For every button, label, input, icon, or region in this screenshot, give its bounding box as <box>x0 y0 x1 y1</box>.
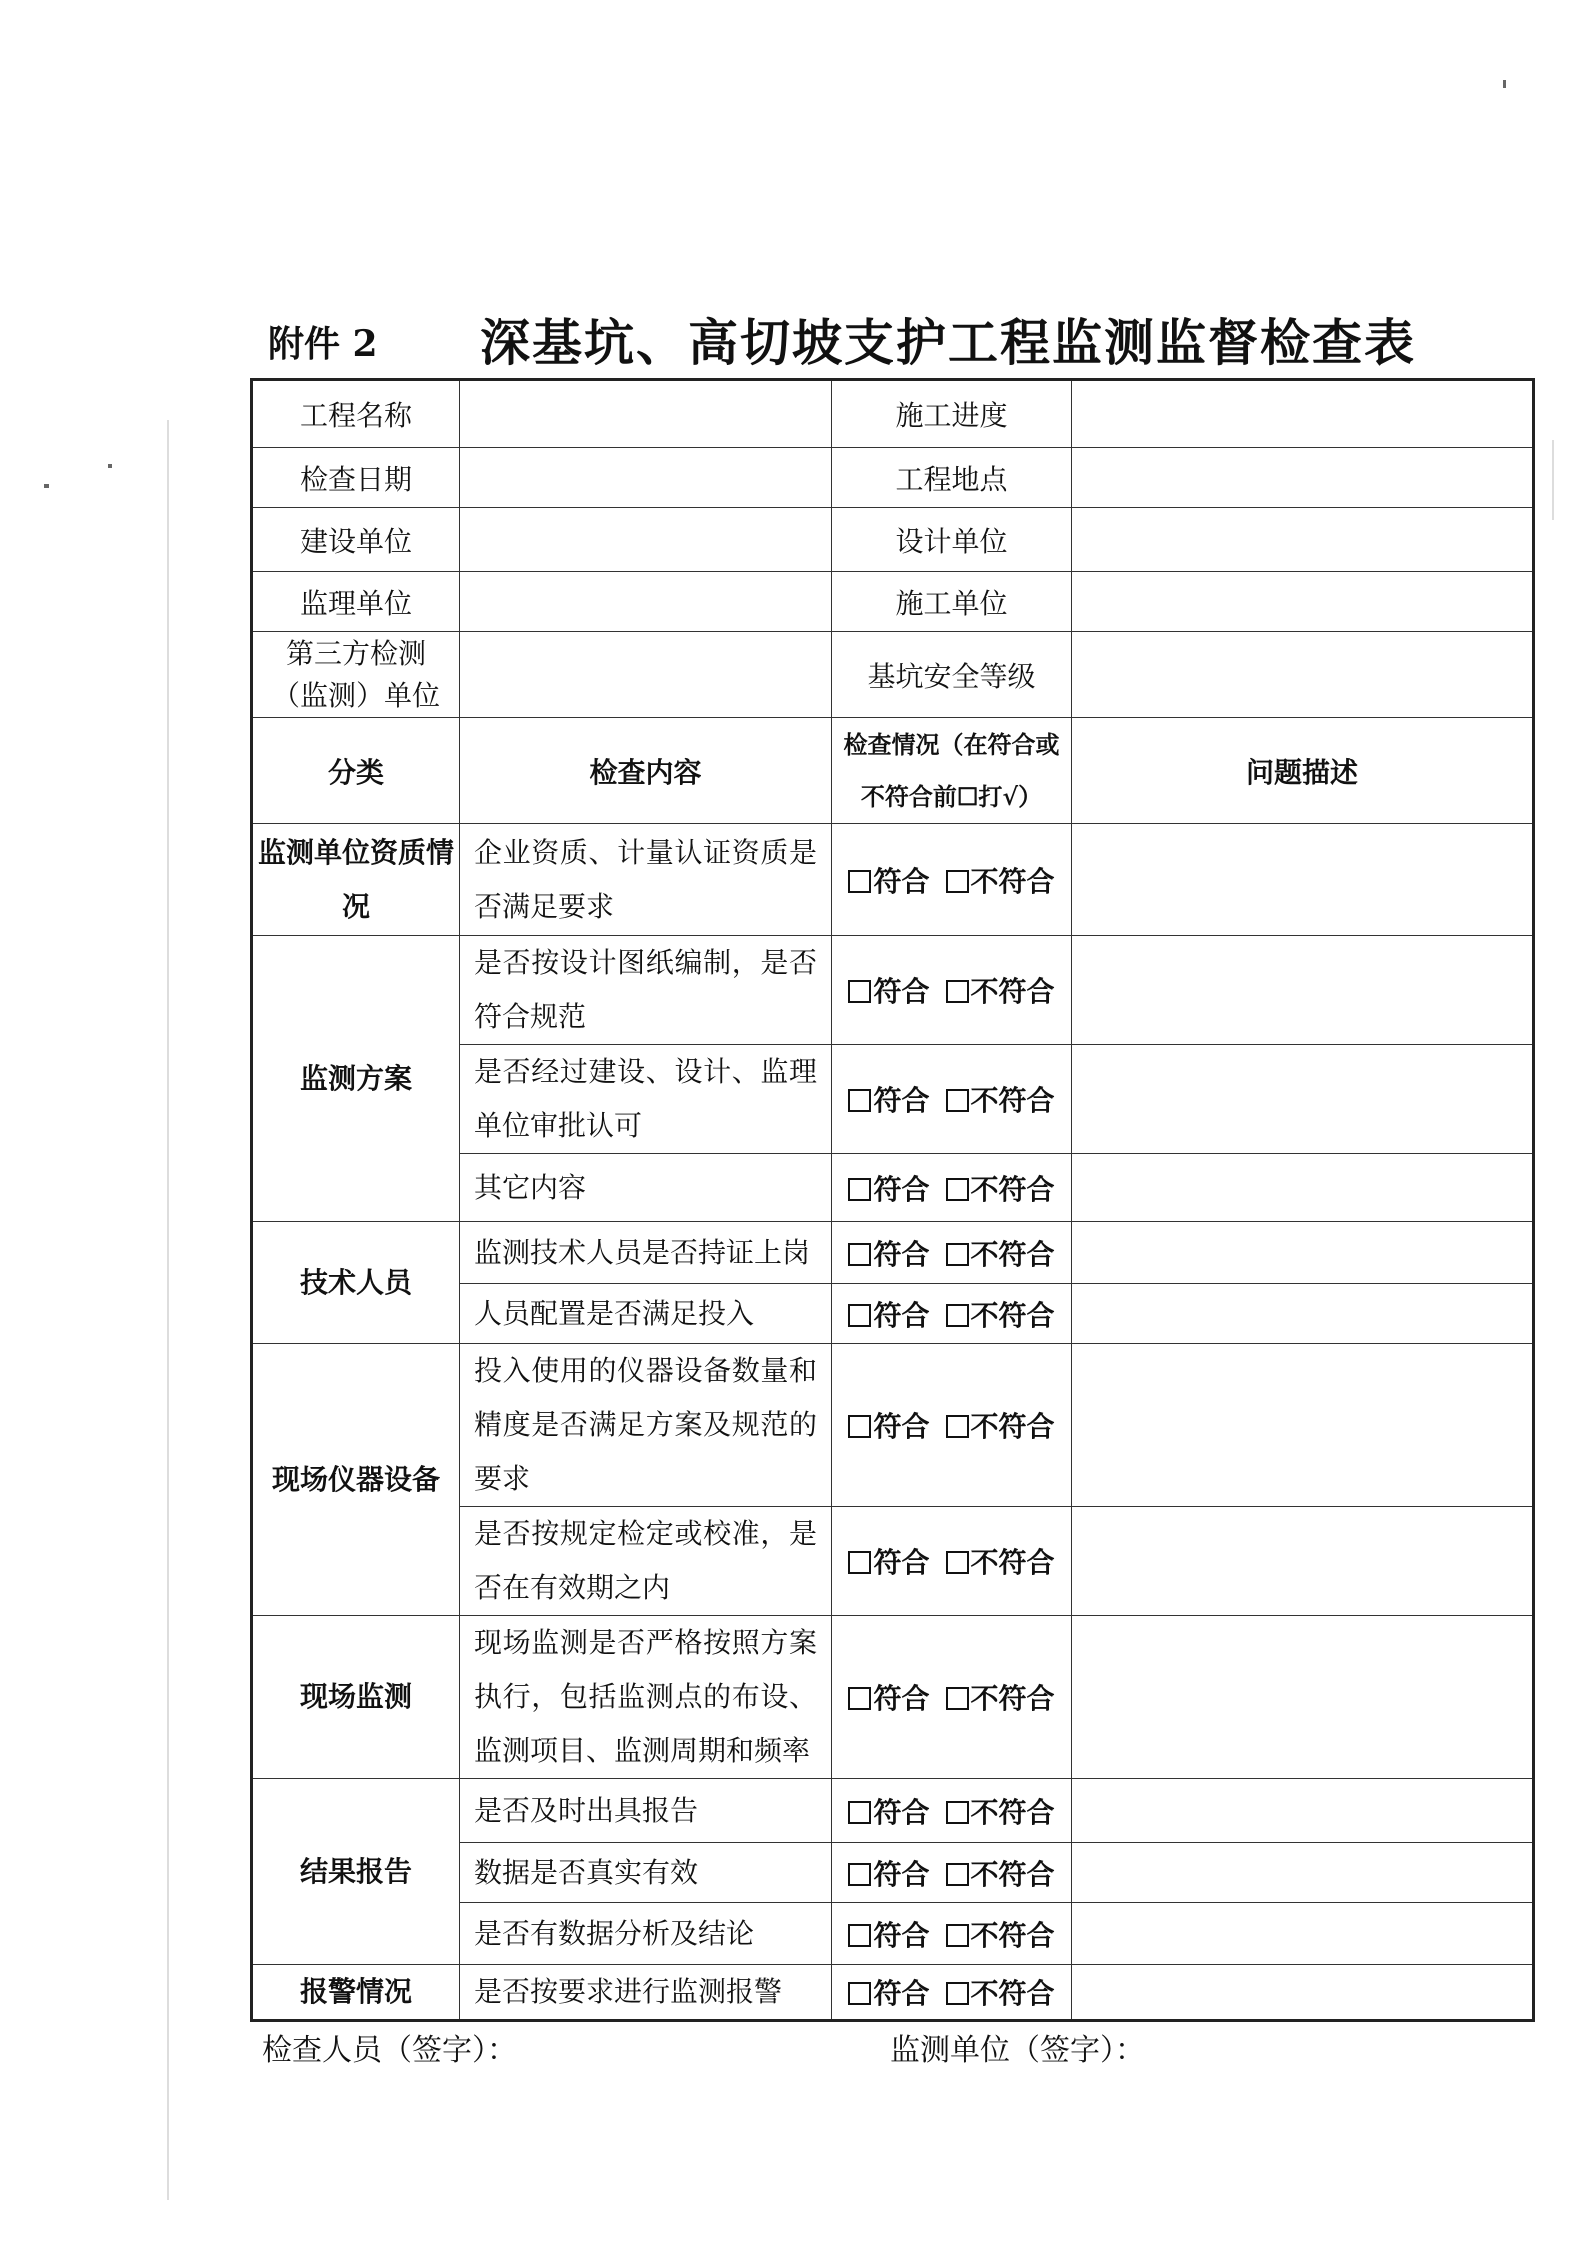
third-party-label-line2: （监测）单位 <box>271 678 440 712</box>
pass-label: 符合 <box>873 1682 930 1715</box>
status-options <box>832 824 1072 936</box>
location-label: 工程地点 <box>832 448 1072 508</box>
constructor-field[interactable] <box>1072 572 1534 632</box>
check-date-field[interactable] <box>460 448 832 508</box>
pit-safety-label: 基坑安全等级 <box>832 632 1072 718</box>
pass-checkbox[interactable] <box>848 1304 871 1327</box>
table-row <box>252 1222 1534 1284</box>
fail-checkbox[interactable] <box>946 1089 969 1112</box>
fail-checkbox[interactable] <box>946 1801 969 1824</box>
pass-checkbox[interactable] <box>848 1178 871 1201</box>
scan-edge-left <box>167 420 169 2200</box>
builder-label: 建设单位 <box>252 508 460 572</box>
problem-field[interactable] <box>1072 1284 1534 1344</box>
fail-checkbox[interactable] <box>946 1687 969 1710</box>
project-name-label: 工程名称 <box>252 380 460 448</box>
info-row <box>252 508 1534 572</box>
fail-checkbox[interactable] <box>946 1178 969 1201</box>
third-party-field[interactable] <box>460 632 832 718</box>
fail-label: 不符合 <box>970 1172 1055 1206</box>
pass-label: 符合 <box>873 1298 930 1332</box>
problem-field[interactable] <box>1072 1222 1534 1284</box>
fail-label: 不符合 <box>970 1857 1055 1891</box>
pass-checkbox[interactable] <box>848 1551 871 1574</box>
pass-checkbox[interactable] <box>848 1801 871 1824</box>
category-cell: 现场监测 <box>252 1616 460 1779</box>
progress-field[interactable] <box>1072 380 1534 448</box>
column-header-row <box>252 718 1534 824</box>
problem-field[interactable] <box>1072 1903 1534 1965</box>
attachment-label: 附件 2 <box>268 323 378 365</box>
project-name-field[interactable] <box>460 380 832 448</box>
category-cell: 结果报告 <box>252 1779 460 1965</box>
check-item: 现场监测是否严格按照方案执行，包括监测点的布设、监测项目、监测周期和频率 <box>460 1616 832 1779</box>
fail-checkbox[interactable] <box>946 1982 969 2005</box>
pass-checkbox[interactable] <box>848 1924 871 1947</box>
pass-checkbox[interactable] <box>848 1863 871 1886</box>
problem-field[interactable] <box>1072 936 1534 1045</box>
info-row <box>252 572 1534 632</box>
status-options <box>832 1154 1072 1222</box>
fail-label: 不符合 <box>970 1977 1055 2010</box>
check-item: 企业资质、计量认证资质是否满足要求 <box>460 824 832 936</box>
fail-checkbox[interactable] <box>946 1551 969 1574</box>
fail-checkbox[interactable] <box>946 1415 969 1438</box>
builder-field[interactable] <box>460 508 832 572</box>
fail-label: 不符合 <box>970 864 1055 898</box>
fail-checkbox[interactable] <box>946 1924 969 1947</box>
check-item: 是否经过建设、设计、监理单位审批认可 <box>460 1045 832 1154</box>
fail-checkbox[interactable] <box>946 1304 969 1327</box>
problem-header: 问题描述 <box>1072 718 1534 824</box>
status-header-line2: 不符合前☐打√） <box>860 781 1043 811</box>
pass-checkbox[interactable] <box>848 1687 871 1710</box>
fail-label: 不符合 <box>970 1918 1055 1952</box>
fail-checkbox[interactable] <box>946 1243 969 1266</box>
pass-label: 符合 <box>873 975 930 1008</box>
status-options <box>832 1965 1072 2021</box>
table-row <box>252 1965 1534 2021</box>
fail-label: 不符合 <box>970 1682 1055 1715</box>
info-row <box>252 380 1534 448</box>
check-item: 投入使用的仪器设备数量和精度是否满足方案及规范的要求 <box>460 1344 832 1507</box>
status-options <box>832 936 1072 1045</box>
table-row <box>252 1779 1534 1843</box>
constructor-label: 施工单位 <box>832 572 1072 632</box>
supervisor-label: 监理单位 <box>252 572 460 632</box>
pass-label: 符合 <box>873 1410 930 1443</box>
category-cell: 技术人员 <box>252 1222 460 1344</box>
fail-label: 不符合 <box>970 1410 1055 1443</box>
info-row <box>252 632 1534 718</box>
check-date-label: 检查日期 <box>252 448 460 508</box>
location-field[interactable] <box>1072 448 1534 508</box>
check-item: 数据是否真实有效 <box>460 1843 832 1903</box>
table-row <box>252 1344 1534 1507</box>
problem-field[interactable] <box>1072 1344 1534 1507</box>
check-item: 人员配置是否满足投入 <box>460 1284 832 1344</box>
fail-checkbox[interactable] <box>946 1863 969 1886</box>
document-title: 深基坑、高切坡支护工程监测监督检查表 <box>480 313 1416 372</box>
scan-mark <box>108 464 112 468</box>
fail-label: 不符合 <box>970 1298 1055 1332</box>
pass-label: 符合 <box>873 1918 930 1952</box>
status-options <box>832 1903 1072 1965</box>
pass-label: 符合 <box>873 864 930 898</box>
inspection-table <box>250 378 1535 2022</box>
table-row <box>252 1616 1534 1779</box>
check-item: 是否按设计图纸编制，是否符合规范 <box>460 936 832 1045</box>
problem-field[interactable] <box>1072 1154 1534 1222</box>
fail-label: 不符合 <box>970 975 1055 1008</box>
category-cell: 现场仪器设备 <box>252 1344 460 1616</box>
pass-label: 符合 <box>873 1857 930 1891</box>
scan-edge-right <box>1552 440 1554 520</box>
fail-label: 不符合 <box>970 1795 1055 1829</box>
scan-mark <box>44 484 49 488</box>
table-row <box>252 824 1534 936</box>
content-header: 检查内容 <box>460 718 832 824</box>
monitor-unit-signature-label: 监测单位（签字）： <box>890 2033 1145 2068</box>
pass-checkbox[interactable] <box>848 1089 871 1112</box>
status-options <box>832 1344 1072 1507</box>
problem-field[interactable] <box>1072 1843 1534 1903</box>
pass-label: 符合 <box>873 1795 930 1829</box>
problem-field[interactable] <box>1072 824 1534 936</box>
pass-checkbox[interactable] <box>848 980 871 1003</box>
check-item: 其它内容 <box>460 1154 832 1222</box>
pass-label: 符合 <box>873 1977 930 2010</box>
info-row <box>252 448 1534 508</box>
check-item: 是否及时出具报告 <box>460 1779 832 1843</box>
check-item: 是否按规定检定或校准，是否在有效期之内 <box>460 1507 832 1616</box>
category-header: 分类 <box>252 718 460 824</box>
inspector-signature-label: 检查人员（签字）： <box>262 2033 517 2068</box>
problem-field[interactable] <box>1072 1779 1534 1843</box>
status-header-line1: 检查情况（在符合或 <box>843 729 1060 759</box>
status-options <box>832 1284 1072 1344</box>
fail-label: 不符合 <box>970 1546 1055 1579</box>
status-header <box>832 718 1072 824</box>
third-party-label <box>252 632 460 718</box>
designer-field[interactable] <box>1072 508 1534 572</box>
status-options <box>832 1843 1072 1903</box>
check-item: 是否有数据分析及结论 <box>460 1903 832 1965</box>
scan-mark <box>1503 80 1506 88</box>
pass-checkbox[interactable] <box>848 1243 871 1266</box>
pass-checkbox[interactable] <box>848 1982 871 2005</box>
fail-label: 不符合 <box>970 1084 1055 1117</box>
pit-safety-field[interactable] <box>1072 632 1534 718</box>
problem-field[interactable] <box>1072 1965 1534 2021</box>
status-options <box>832 1507 1072 1616</box>
problem-field[interactable] <box>1072 1045 1534 1154</box>
pass-label: 符合 <box>873 1172 930 1206</box>
third-party-label-line1: 第三方检测 <box>285 636 426 670</box>
pass-label: 符合 <box>873 1546 930 1579</box>
table-row <box>252 936 1534 1045</box>
designer-label: 设计单位 <box>832 508 1072 572</box>
status-options <box>832 1045 1072 1154</box>
supervisor-field[interactable] <box>460 572 832 632</box>
pass-label: 符合 <box>873 1084 930 1117</box>
pass-checkbox[interactable] <box>848 870 871 893</box>
status-options <box>832 1616 1072 1779</box>
pass-label: 符合 <box>873 1237 930 1271</box>
fail-checkbox[interactable] <box>946 870 969 893</box>
progress-label: 施工进度 <box>832 380 1072 448</box>
category-cell: 监测方案 <box>252 936 460 1222</box>
fail-checkbox[interactable] <box>946 980 969 1003</box>
category-cell: 报警情况 <box>252 1965 460 2021</box>
problem-field[interactable] <box>1072 1616 1534 1779</box>
pass-checkbox[interactable] <box>848 1415 871 1438</box>
check-item: 监测技术人员是否持证上岗 <box>460 1222 832 1284</box>
status-options <box>832 1779 1072 1843</box>
fail-label: 不符合 <box>970 1237 1055 1271</box>
category-cell: 监测单位资质情况 <box>252 824 460 936</box>
problem-field[interactable] <box>1072 1507 1534 1616</box>
check-item: 是否按要求进行监测报警 <box>460 1965 832 2021</box>
status-options <box>832 1222 1072 1284</box>
